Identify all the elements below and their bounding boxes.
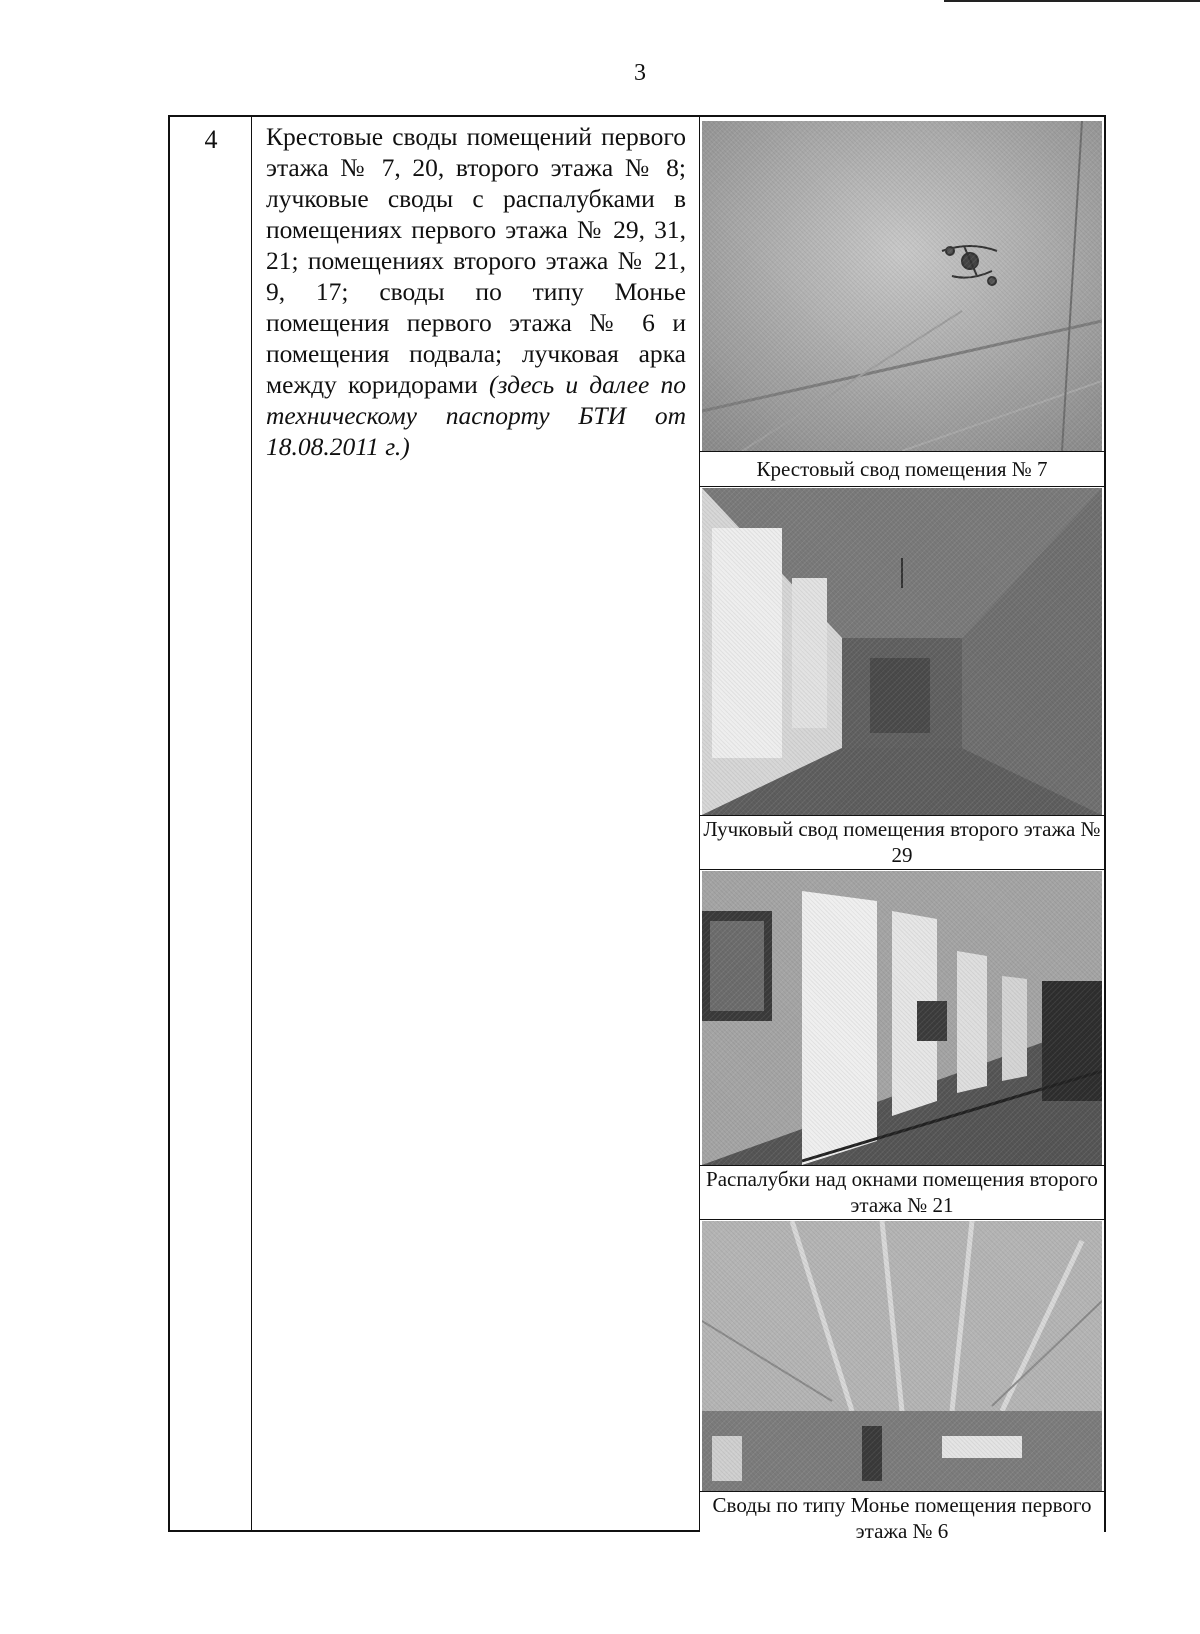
scan-edge-line <box>944 0 1200 2</box>
description-text <box>266 121 686 462</box>
description-cell <box>252 117 700 1530</box>
page-number: 3 <box>634 60 646 86</box>
description-italic-note: (здесь и далее по техническому паспорту БТИ от 18.08.2011 г.) <box>266 370 686 461</box>
photo-cross-vault <box>702 121 1102 451</box>
row-number: 4 <box>204 125 218 154</box>
photos-cell <box>700 117 1104 1543</box>
photo-arched-vault-corridor <box>702 488 1102 815</box>
photo-caption: Крестовый свод помещения № 7 <box>700 451 1104 487</box>
photo-caption: Лучковый свод помещения второго этажа № 29 <box>700 815 1104 870</box>
description-regular: Крестовые своды помещений первого этажа № 7, 20, второго этажа № 8; лучковые своды с распалубками в помещениях первого этажа № 29, 31, 21; помещениях второго этажа № 21, 9, 17; своды по типу Монье помещения первого этажа № 6 и помещения подвала; лучковая арка между коридорами <box>266 122 686 399</box>
photo-caption: Распалубки над окнами помещения второго этажа № 21 <box>700 1165 1104 1220</box>
row-number-cell <box>170 117 252 1530</box>
photo-caption: Своды по типу Монье помещения первого этажа № 6 <box>700 1491 1104 1532</box>
photo-window-lunettes <box>702 871 1102 1165</box>
photo-monier-vaults <box>702 1221 1102 1491</box>
monument-table <box>168 115 1106 1543</box>
